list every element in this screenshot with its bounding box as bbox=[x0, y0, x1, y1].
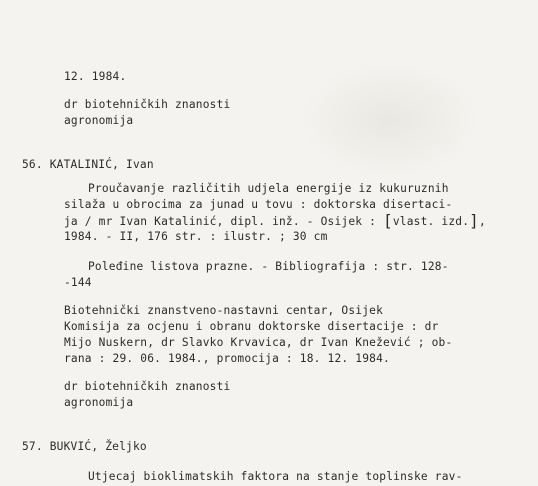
paper-stain bbox=[300, 60, 480, 180]
entry-56-note-line-1: Poleđine listova prazne. - Bibliografija : str. 128- bbox=[88, 260, 449, 273]
entry-57-title-line-1: Utjecaj bioklimatskih faktora na stanje toplinske rav- bbox=[88, 470, 463, 483]
entry-57-heading: 57. BUKVIĆ, Željko bbox=[22, 440, 147, 453]
entry-56-committee-line-2: Mijo Nuskern, dr Slavko Krvavica, dr Ivan Knežević ; ob- bbox=[64, 336, 453, 349]
entry-56-collation: 1984. - II, 176 str. : ilustr. ; 30 cm bbox=[64, 230, 328, 243]
entry-56-title-line-3 bbox=[64, 211, 486, 230]
entry-56-committee-line-1: Komisija za ocjenu i obranu doktorske disertacije : dr bbox=[64, 320, 439, 333]
prev-entry-field: agronomija bbox=[64, 114, 134, 127]
right-bracket: ] bbox=[469, 211, 480, 230]
entry-56-degree: dr biotehničkih znanosti bbox=[64, 380, 231, 393]
entry-56-title-line-3-end: , bbox=[479, 215, 486, 228]
entry-56-note-line-2: -144 bbox=[64, 276, 92, 289]
prev-entry-date: 12. 1984. bbox=[64, 70, 127, 83]
entry-56-title-line-2: silaža u obrocima za junad u tovu : doktorska disertaci- bbox=[64, 198, 453, 211]
entry-56-field: agronomija bbox=[64, 396, 134, 409]
left-bracket: [ bbox=[383, 211, 393, 230]
entry-56-publisher: vlast. izd. bbox=[392, 215, 470, 228]
entry-56-title-line-3-text: ja / mr Ivan Katalinić, dipl. inž. - Osijek : bbox=[64, 215, 384, 228]
entry-56-title-line-1: Proučavanje različitih udjela energije iz kukuruznih bbox=[88, 182, 449, 195]
entry-56-committee-line-3: rana : 29. 06. 1984., promocija : 18. 12. 1984. bbox=[64, 352, 390, 365]
prev-entry-degree: dr biotehničkih znanosti bbox=[64, 98, 231, 111]
entry-56-institution: Biotehnički znanstveno-nastavni centar, Osijek bbox=[64, 304, 384, 317]
entry-56-heading: 56. KATALINIĆ, Ivan bbox=[22, 158, 154, 171]
